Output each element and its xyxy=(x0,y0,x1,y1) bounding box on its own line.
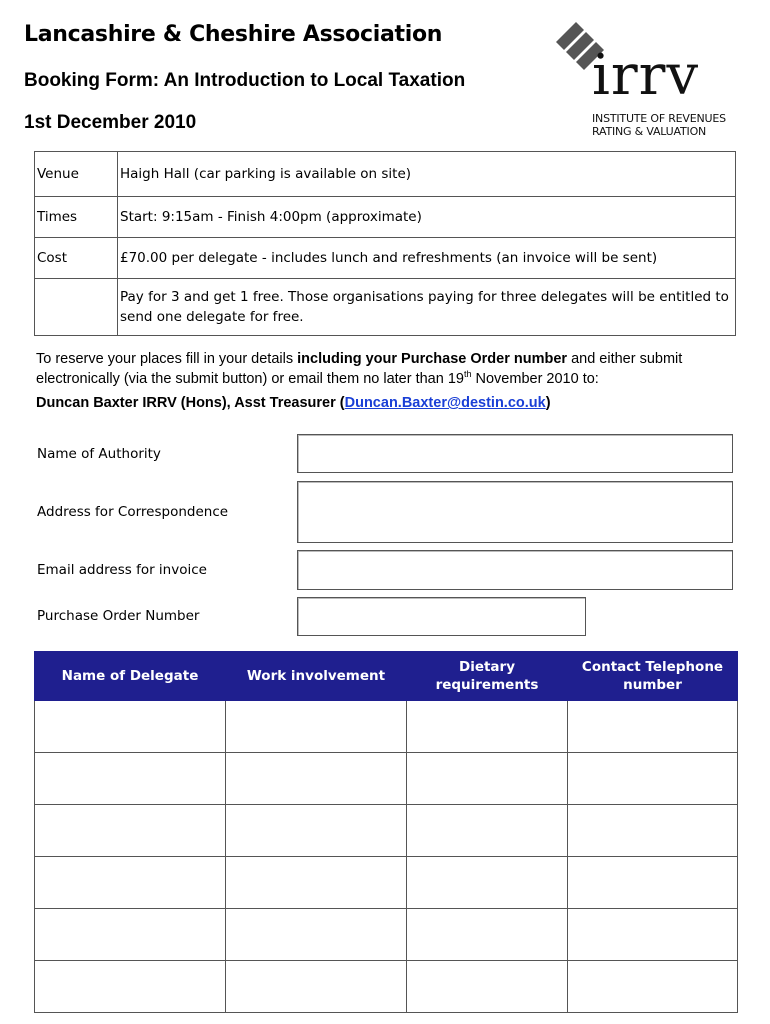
delegate-row xyxy=(35,753,738,805)
form-title: Booking Form: An Introduction to Local Taxation xyxy=(24,70,466,91)
address-label: Address for Correspondence xyxy=(37,504,229,520)
work-involvement-cell[interactable] xyxy=(226,909,407,961)
association-title: Lancashire & Cheshire Association xyxy=(24,22,443,47)
delegate-name-cell[interactable] xyxy=(35,857,226,909)
cost-label: Cost xyxy=(35,238,118,279)
work-involvement-header: Work involvement xyxy=(226,652,407,701)
dietary-requirements-cell[interactable] xyxy=(407,701,568,753)
contact-name: Duncan Baxter IRRV (Hons), Asst Treasurer ( xyxy=(36,395,345,411)
delegate-row xyxy=(35,805,738,857)
delegate-name-cell[interactable] xyxy=(35,961,226,1013)
event-date: 1st December 2010 xyxy=(24,112,197,133)
dietary-requirements-header: Dietary requirements xyxy=(407,652,568,701)
address-input[interactable] xyxy=(297,481,733,543)
dietary-requirements-cell[interactable] xyxy=(407,805,568,857)
cost-value: £70.00 per delegate - includes lunch and refreshments (an invoice will be sent) xyxy=(118,238,736,279)
instructions-text-3: November 2010 to: xyxy=(471,371,599,387)
work-involvement-cell[interactable] xyxy=(226,805,407,857)
logo-tagline-2: RATING & VALUATION xyxy=(592,125,707,138)
offer-label xyxy=(35,279,118,336)
times-row xyxy=(35,197,736,238)
page-header xyxy=(24,0,746,148)
contact-telephone-cell[interactable] xyxy=(568,857,738,909)
instructions-bold: including your Purchase Order number xyxy=(297,351,568,367)
delegates-table xyxy=(34,651,738,1013)
offer-row xyxy=(35,279,736,336)
dietary-requirements-cell[interactable] xyxy=(407,857,568,909)
delegate-row xyxy=(35,961,738,1013)
work-involvement-cell[interactable] xyxy=(226,701,407,753)
po-number-label: Purchase Order Number xyxy=(37,608,200,624)
authority-label: Name of Authority xyxy=(37,446,161,462)
contact-line xyxy=(36,395,551,411)
dietary-requirements-cell[interactable] xyxy=(407,753,568,805)
contact-telephone-cell[interactable] xyxy=(568,805,738,857)
delegate-name-cell[interactable] xyxy=(35,701,226,753)
venue-value: Haigh Hall (car parking is available on site) xyxy=(118,152,736,197)
delegate-name-cell[interactable] xyxy=(35,909,226,961)
venue-row xyxy=(35,152,736,197)
delegate-name-cell[interactable] xyxy=(35,805,226,857)
event-details-table xyxy=(34,151,736,336)
delegate-name-header: Name of Delegate xyxy=(35,652,226,701)
contact-telephone-cell[interactable] xyxy=(568,753,738,805)
times-value: Start: 9:15am - Finish 4:00pm (approximate) xyxy=(118,197,736,238)
contact-telephone-cell[interactable] xyxy=(568,701,738,753)
delegates-header-row xyxy=(35,652,738,701)
times-label: Times xyxy=(35,197,118,238)
authority-input[interactable] xyxy=(297,434,733,473)
dietary-requirements-cell[interactable] xyxy=(407,961,568,1013)
delegate-name-cell[interactable] xyxy=(35,753,226,805)
po-number-input[interactable] xyxy=(297,597,586,636)
email-label: Email address for invoice xyxy=(37,562,207,578)
email-input[interactable] xyxy=(297,550,733,590)
delegate-row xyxy=(35,857,738,909)
contact-close: ) xyxy=(545,395,551,411)
delegate-row xyxy=(35,701,738,753)
cost-row xyxy=(35,238,736,279)
irrv-wordmark: irrv xyxy=(592,43,700,108)
irrv-logo xyxy=(554,20,746,140)
contact-telephone-header: Contact Telephone number xyxy=(568,652,738,701)
work-involvement-cell[interactable] xyxy=(226,961,407,1013)
dietary-requirements-cell[interactable] xyxy=(407,909,568,961)
logo-tagline-1: INSTITUTE OF REVENUES xyxy=(592,112,726,125)
booking-instructions xyxy=(36,349,736,389)
contact-telephone-cell[interactable] xyxy=(568,909,738,961)
venue-label: Venue xyxy=(35,152,118,197)
delegate-row xyxy=(35,909,738,961)
work-involvement-cell[interactable] xyxy=(226,857,407,909)
instructions-text-1: To reserve your places fill in your details xyxy=(36,351,298,367)
work-involvement-cell[interactable] xyxy=(226,753,407,805)
instructions-sup: th xyxy=(463,369,472,380)
contact-telephone-cell[interactable] xyxy=(568,961,738,1013)
contact-email-link[interactable]: Duncan.Baxter@destin.co.uk xyxy=(344,395,546,411)
offer-value: Pay for 3 and get 1 free. Those organisations paying for three delegates will be entitled to send one delegate for free. xyxy=(118,279,736,336)
instructions-text-2: and either submit electronically (via the submit button) or email them no later than 19 xyxy=(36,351,683,387)
